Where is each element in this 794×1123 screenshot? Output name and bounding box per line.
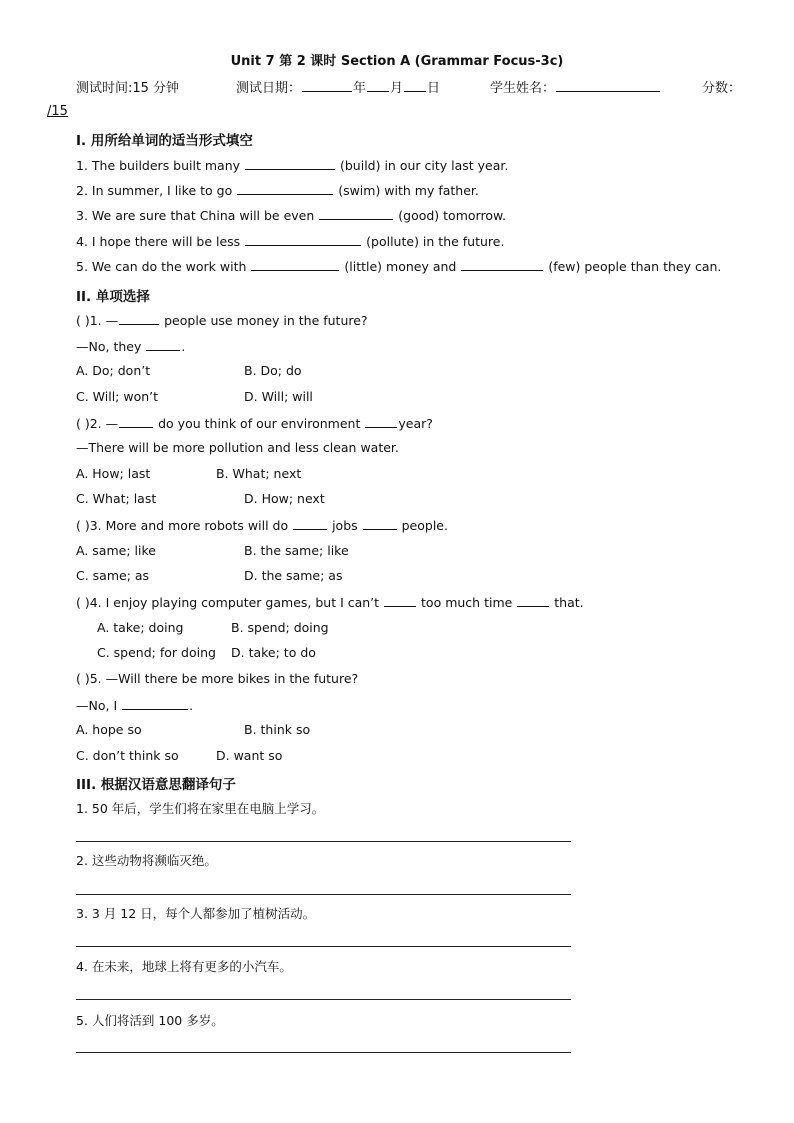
s2-q4-option-a[interactable]: A. take; doing: [97, 620, 184, 635]
score-total: /15: [47, 104, 68, 119]
s2-q2-option-a[interactable]: A. How; last: [76, 466, 151, 481]
s2-q5-option-c[interactable]: C. don’t think so: [76, 748, 179, 763]
s2-q3-option-b[interactable]: B. the same; like: [244, 543, 349, 558]
answer-blank[interactable]: [122, 697, 188, 710]
test-time: 测试时间:15 分钟: [76, 81, 180, 96]
s2-q1-option-d[interactable]: D. Will; will: [244, 389, 313, 404]
s3-answer-line-2[interactable]: [76, 894, 571, 895]
s2-q5-option-d[interactable]: D. want so: [216, 748, 283, 763]
s3-answer-line-3[interactable]: [76, 946, 571, 947]
answer-blank[interactable]: [245, 233, 361, 246]
answer-blank[interactable]: [517, 594, 549, 607]
answer-blank[interactable]: [293, 517, 327, 530]
s2-q4-option-b[interactable]: B. spend; doing: [231, 620, 329, 635]
worksheet-title: Unit 7 第 2 课时 Section A (Grammar Focus-3c): [230, 54, 564, 69]
s3-answer-line-1[interactable]: [76, 841, 571, 842]
s2-q1-option-b[interactable]: B. Do; do: [244, 363, 302, 378]
s3-item-3: 3. 3 月 12 日，每个人都参加了植树活动。: [76, 906, 316, 921]
s2-q1-option-a[interactable]: A. Do; don’t: [76, 363, 151, 378]
month-label: 月: [390, 81, 404, 96]
answer-blank[interactable]: [365, 415, 397, 428]
s3-item-2: 2. 这些动物将濒临灭绝。: [76, 853, 217, 868]
s2-q3-option-d[interactable]: D. the same; as: [244, 568, 343, 583]
s2-q3-option-c[interactable]: C. same; as: [76, 568, 150, 583]
answer-blank[interactable]: [119, 415, 153, 428]
test-date-label: 测试日期：: [236, 81, 302, 96]
s1-question-5: 5. We can do the work with (little) money and (few) people than they can.: [76, 259, 722, 274]
s2-q5-reply: —No, I .: [76, 698, 194, 713]
student-name-field: [490, 77, 661, 96]
s2-q4-option-c[interactable]: C. spend; for doing: [97, 645, 216, 660]
answer-blank[interactable]: [461, 258, 543, 271]
s2-q1-option-c[interactable]: C. Will; won’t: [76, 389, 159, 404]
s2-question-3: ( )3. More and more robots will do jobs people.: [76, 518, 448, 533]
answer-blank[interactable]: [384, 594, 416, 607]
answer-blank[interactable]: [363, 517, 397, 530]
answer-blank[interactable]: [319, 207, 393, 220]
s3-item-5: 5. 人们将活到 100 多岁。: [76, 1013, 224, 1028]
s2-q1-reply: —No, they .: [76, 339, 186, 354]
s2-q5-option-a[interactable]: A. hope so: [76, 722, 142, 737]
s2-question-4: ( )4. I enjoy playing computer games, but I can’t too much time that.: [76, 595, 584, 610]
s2-q2-option-d[interactable]: D. How; next: [244, 491, 325, 506]
student-name-label: 学生姓名：: [490, 81, 556, 96]
s2-question-1: ( )1. — people use money in the future?: [76, 313, 368, 328]
year-blank[interactable]: [302, 79, 352, 92]
s3-answer-line-4[interactable]: [76, 999, 571, 1000]
day-label: 日: [427, 81, 441, 96]
test-date-field: [236, 77, 440, 96]
s2-question-2: ( )2. — do you think of our environment year?: [76, 416, 433, 431]
section-3-heading: III. 根据汉语意思翻译句子: [76, 777, 236, 793]
s2-q2-option-b[interactable]: B. What; next: [216, 466, 302, 481]
s2-q3-option-a[interactable]: A. same; like: [76, 543, 156, 558]
s3-item-4: 4. 在未来，地球上将有更多的小汽车。: [76, 959, 292, 974]
answer-blank[interactable]: [251, 258, 339, 271]
score-label: 分数：: [702, 81, 742, 96]
s2-q2-option-c[interactable]: C. What; last: [76, 491, 157, 506]
year-label: 年: [353, 81, 367, 96]
section-2-heading: II. 单项选择: [76, 289, 150, 305]
s1-question-2: 2. In summer, I like to go (swim) with my father.: [76, 183, 479, 198]
answer-blank[interactable]: [237, 182, 333, 195]
student-name-blank[interactable]: [556, 79, 660, 92]
answer-blank[interactable]: [146, 338, 180, 351]
day-blank[interactable]: [404, 79, 426, 92]
s2-q2-reply: —There will be more pollution and less clean water.: [76, 440, 399, 455]
s2-question-5: ( )5. —Will there be more bikes in the future?: [76, 671, 359, 686]
s3-answer-line-5[interactable]: [76, 1052, 571, 1053]
answer-blank[interactable]: [119, 312, 159, 325]
section-1-heading: I. 用所给单词的适当形式填空: [76, 133, 253, 149]
s1-question-1: 1. The builders built many (build) in our city last year.: [76, 158, 509, 173]
answer-blank[interactable]: [245, 157, 335, 170]
s3-item-1: 1. 50 年后，学生们将在家里在电脑上学习。: [76, 801, 325, 816]
month-blank[interactable]: [367, 79, 389, 92]
s2-q5-option-b[interactable]: B. think so: [244, 722, 311, 737]
s1-question-3: 3. We are sure that China will be even (good) tomorrow.: [76, 208, 507, 223]
s1-question-4: 4. I hope there will be less (pollute) in the future.: [76, 234, 505, 249]
s2-q4-option-d[interactable]: D. take; to do: [231, 645, 316, 660]
